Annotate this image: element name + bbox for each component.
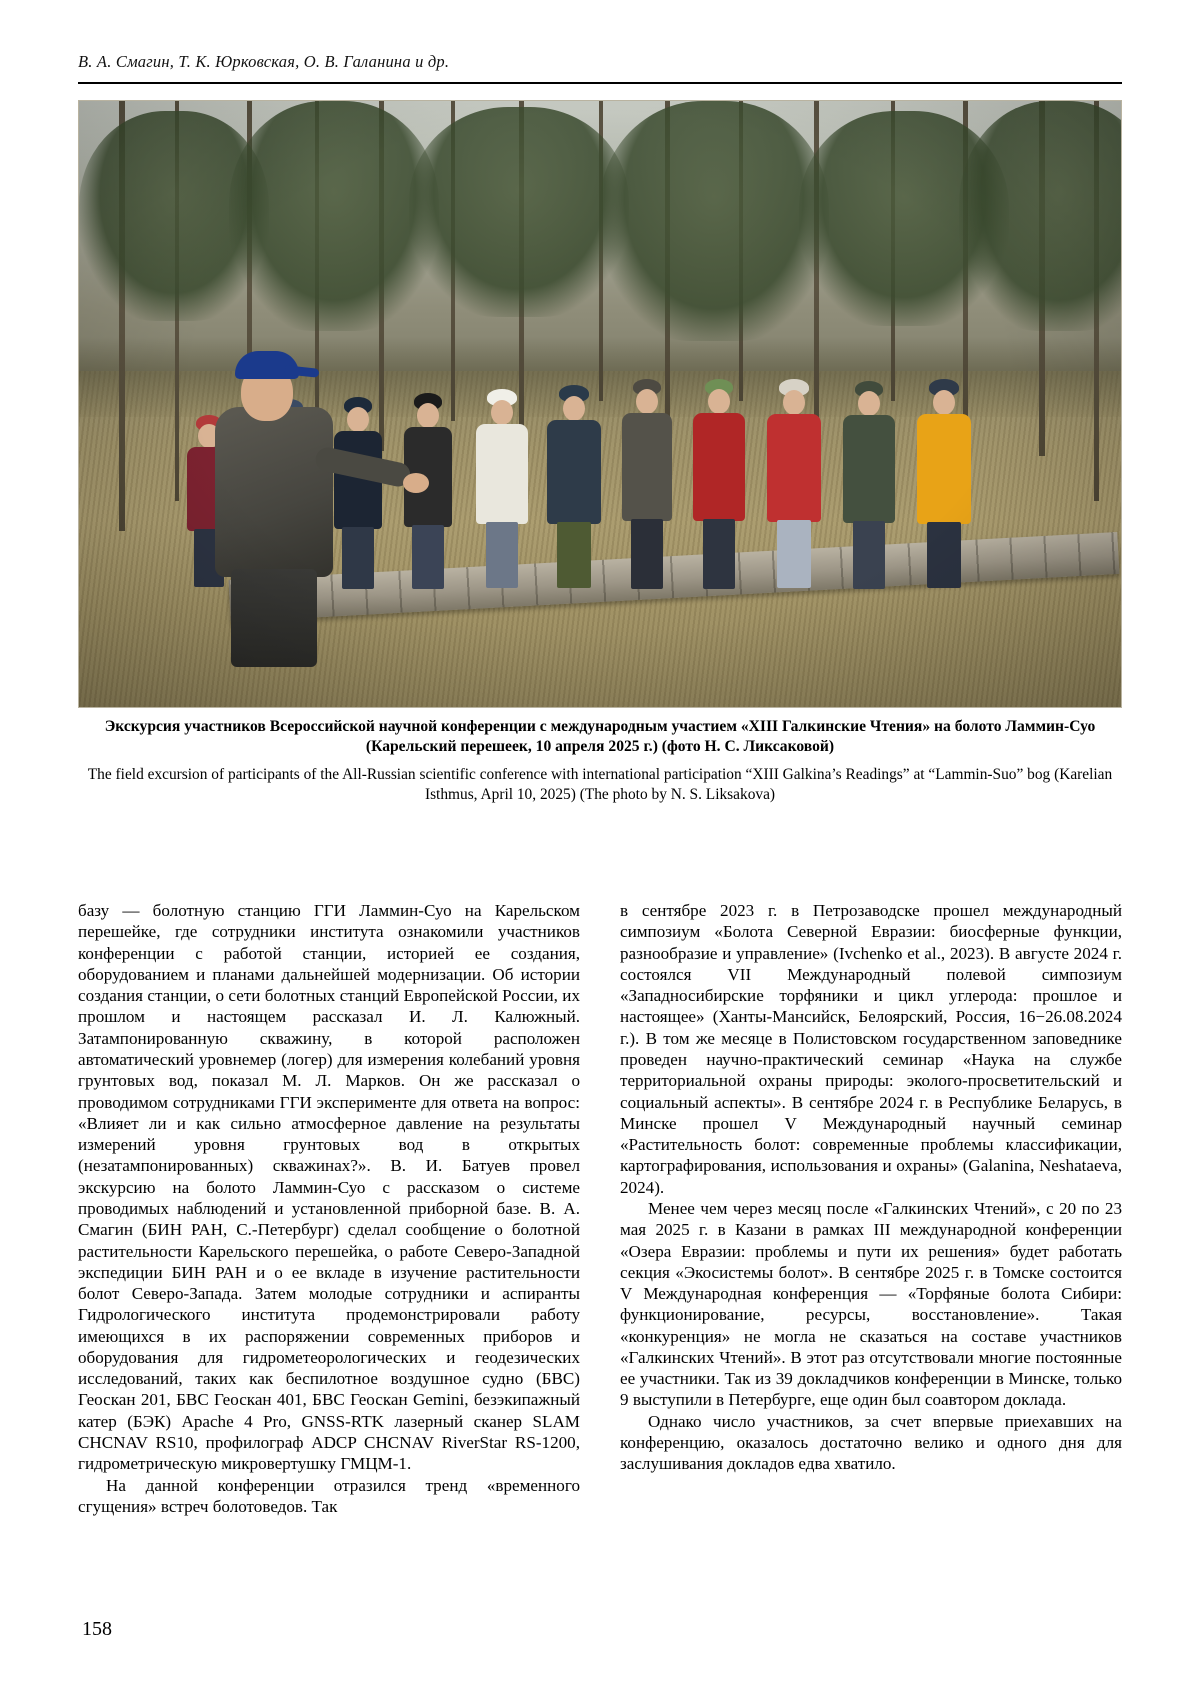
- participant-head: [783, 390, 805, 415]
- participant-head: [858, 391, 880, 416]
- participant-head: [636, 389, 658, 414]
- paragraph: На данной конференции отразился тренд «временного сгущения» встреч болотоведов. Так: [78, 1475, 580, 1516]
- header-rule: [78, 82, 1122, 84]
- participant: [401, 397, 455, 589]
- participant-legs: [486, 522, 518, 588]
- body-columns: [78, 900, 1122, 1517]
- speaker-cap: [235, 351, 299, 379]
- participant-coat: [476, 424, 528, 524]
- participant-legs: [703, 519, 735, 589]
- pine-crown: [599, 101, 829, 341]
- pine-crown: [229, 101, 439, 331]
- page-number: 158: [82, 1618, 112, 1640]
- participant-coat: [622, 413, 672, 521]
- participant-legs: [557, 522, 591, 588]
- speaker-legs: [231, 569, 317, 667]
- pine-crown: [409, 107, 629, 317]
- excursion-photo: [78, 100, 1122, 708]
- participant-coat: [693, 413, 745, 521]
- figure-caption-en: The field excursion of participants of the All-Russian scientific conference with international participation “XIII Galkina’s Readings” at “Lammin-Suo” bog (Karelian Isthmus, April 10, 2025) (The photo by N. S. Liksakova): [87, 765, 1113, 803]
- participant-coat: [547, 420, 601, 524]
- participant: [915, 383, 973, 589]
- participant: [545, 389, 603, 589]
- participant-legs: [853, 521, 885, 589]
- participant: [473, 393, 531, 589]
- speaker-hand: [403, 473, 429, 493]
- participant-head: [491, 400, 513, 425]
- participant: [619, 383, 675, 589]
- column-left: [78, 900, 580, 1517]
- paragraph: базу — болотную станцию ГГИ Ламмин-Суо на Карельском перешейке, где сотрудники института ознакомили участников конференции с работой станции, историей ее создания, оборудованием и планами дальнейшей модернизации. Об истории создания станции, о сети болотных станций Европейской России, их прошлом и настоящем рассказал И. Л. Калюжный. Затампонированную скважину, в которой расположен автоматический уровнемер (логер) для измерения колебаний уровня грунтовых вод, показал М. Л. Марков. Он же рассказал о проводимом сотрудниками ГГИ эксперименте для ответа на вопрос: «Влияет ли и как сильно атмосферное давление на результаты измерений уровня грунтовых вод в открытых (незатампонированных) скважинах?». В. И. Батуев провел экскурсию на болото Ламмин-Суо с рассказом о системе проводимых наблюдений и установленной приборной базе. В. А. Смагин (БИН РАН, С.-Петербург) сделал сообщение о болотной растительности Карельского перешейка, о работе Северо-Западной экспедиции БИН РАН и о ее вкладе в изучение растительности болот Северо-Запада. Затем молодые сотрудники и аспиранты Гидрологического института продемонстрировали работу имеющихся в их распоряжении современных приборов и оборудования для гидрометеорологических и геодезических исследований, таких как беспилотное воздушное судно (БВС) Геоскан 201, БВС Геоскан 401, БВС Геоскан Gemini, безэкипажный катер (БЭК) Apache 4 Pro, GNSS-RTK лазерный сканер SLAM CHCNAV RS10, профилограф ADCP CHCNAV RiverStar RS-1200, гидрометрическую микровертушку ГМЦМ-1.: [78, 901, 580, 1474]
- paragraph: Менее чем через месяц после «Галкинских Чтений», с 20 по 23 мая 2025 г. в Казани в рамках III международной конференции «Озера Евразии: проблемы и пути их решения» будет работать секция «Экосистемы болот». В сентябре 2025 г. в Томске состоится V Международная конференция — «Торфяные болота Сибири: функционирование, ресурсы, восстановление». Такая «конкуренция» не могла не сказаться на составе участников «Галкинских Чтений». В этот раз отсутствовали многие постоянные ее участники. Так из 39 докладчиков конференции в Минске, только 9 выступили в Петербурге, еще один был соавтором доклада.: [620, 1198, 1122, 1410]
- paragraph: в сентябре 2023 г. в Петрозаводске прошел международный симпозиум «Болота Северной Евразии: биосферные функции, разнообразие и управление» (Ivchenko et al., 2023). В августе 2024 г. состоялся VII Международный полевой симпозиум «Западносибирские торфяники и цикл углерода: прошлое и настоящее» (Ханты-Мансийск, Белоярский, Россия, 16−26.08.2024 г.). В том же месяце в Полистовском государственном заповеднике проведен научно-практический семинар «Наука на службе территориальной охраны природы: эколого-просветительский и социальный аспекты». В сентябре 2024 г. в Республике Беларусь, в Минске прошел V Международный научный семинар «Растительность болот: современные проблемы классификации, картографирования, использования и охраны» (Galanina, Neshataeva, 2024).: [620, 901, 1122, 1197]
- participant-coat: [767, 414, 821, 522]
- pine-crown: [959, 101, 1122, 331]
- participant-head: [933, 390, 955, 415]
- participant: [841, 385, 897, 589]
- speaker-foreground: [197, 337, 372, 667]
- speaker-jacket: [215, 407, 333, 577]
- figure-block: [78, 100, 1122, 805]
- participant-head: [563, 396, 585, 421]
- participant-head: [417, 403, 439, 428]
- participant: [691, 383, 747, 589]
- participant-legs: [412, 525, 444, 589]
- participant: [765, 383, 823, 589]
- paragraph: Однако число участников, за счет впервые приехавших на конференцию, оказалось достаточно велико и одного дня для заслушивания докладов едва хватило.: [620, 1411, 1122, 1474]
- column-right: [620, 900, 1122, 1517]
- figure-caption-ru: Экскурсия участников Всероссийской научной конференции с международным участием «XIII Галкинские Чтения» на болото Ламмин-Суо (Карельский перешеек, 10 апреля 2025 г.) (фото Н. С. Ликсаковой): [104, 718, 1096, 756]
- participant-coat: [917, 414, 971, 524]
- running-head: В. А. Смагин, Т. К. Юрковская, О. В. Галанина и др.: [78, 52, 450, 71]
- participant-legs: [927, 522, 961, 588]
- participant-legs: [631, 519, 663, 589]
- participant-head: [708, 389, 730, 414]
- participant-coat: [843, 415, 895, 523]
- participant-legs: [777, 520, 811, 588]
